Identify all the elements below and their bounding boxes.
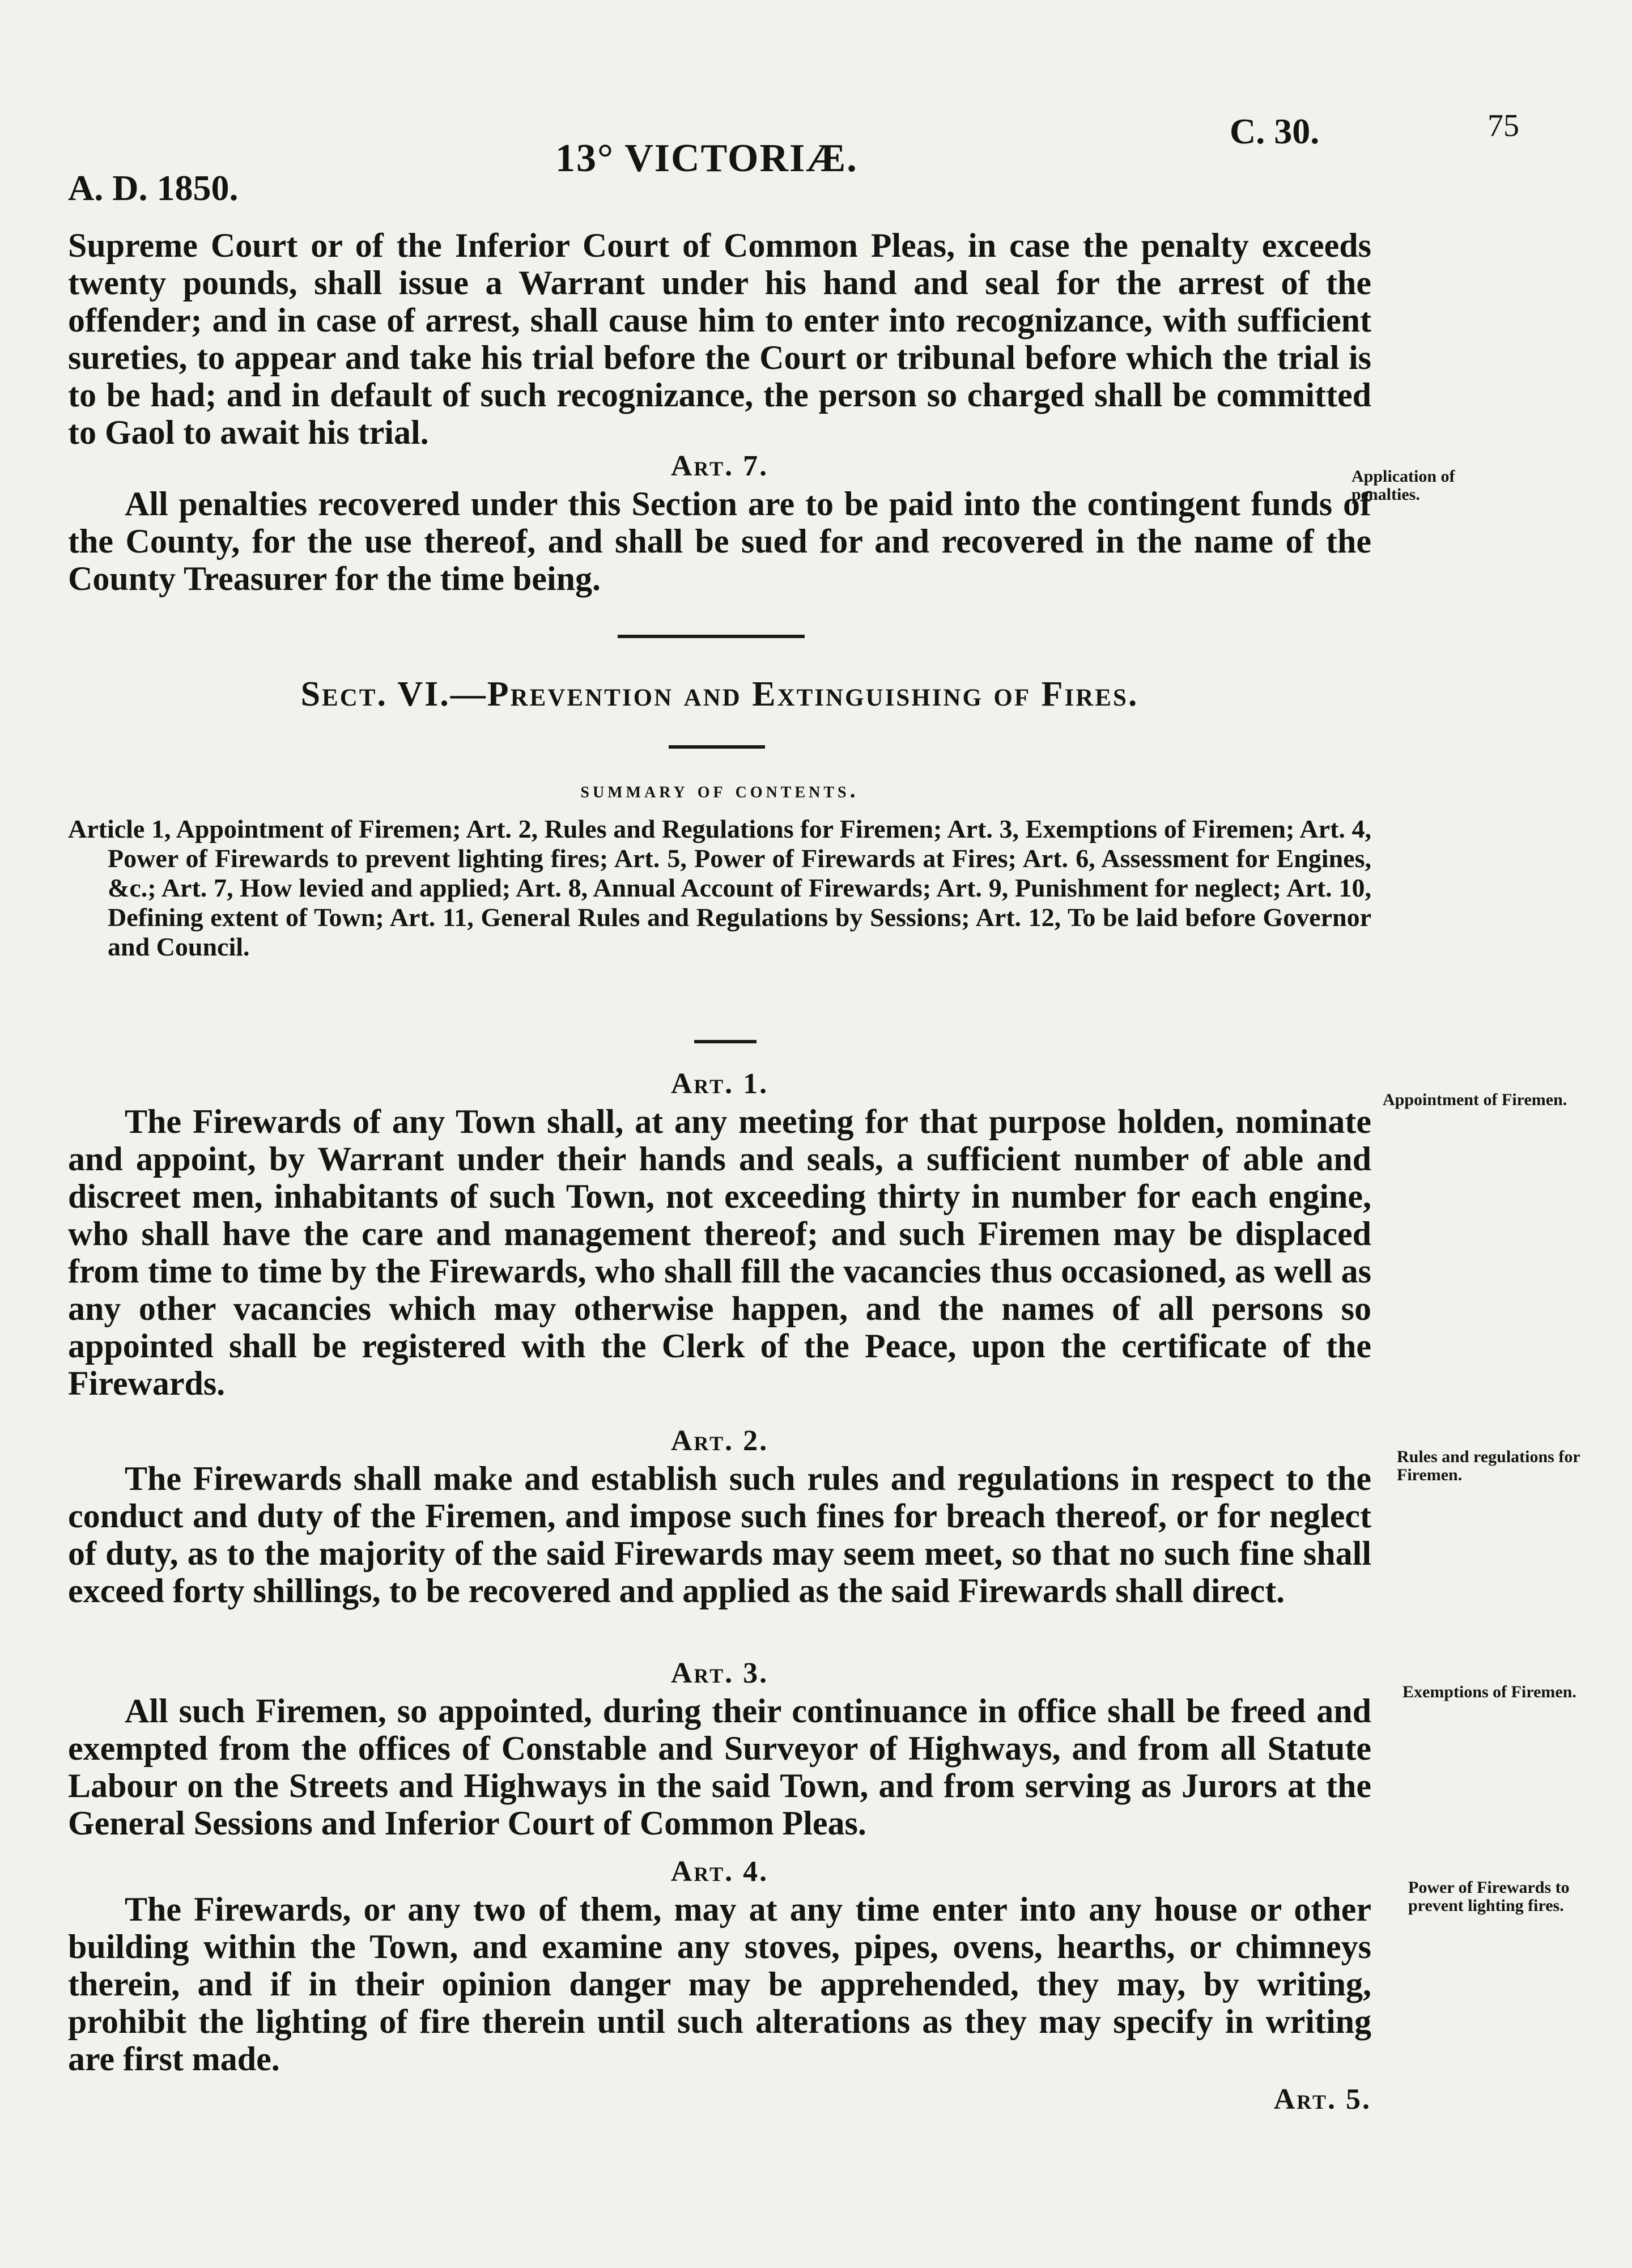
margin-note-art2: Rules and regulations for Firemen. bbox=[1397, 1447, 1580, 1484]
divider-rule bbox=[694, 1040, 756, 1043]
art7-block bbox=[68, 448, 1371, 597]
article-text: The Firewards shall make and establish such rules and regulations in respect to the conduct and duty of the Firemen, and impose such fines for breach thereof, or for neglect of duty, as to the majority of the said Firewards may seem meet, so that no such fine shall exceed forty shillings, to be recovered and applied as the said Firewards shall direct. bbox=[68, 1460, 1371, 1609]
art7-heading: Art. 7. bbox=[670, 450, 769, 482]
article-text: The Firewards of any Town shall, at any meeting for that purpose holden, nominate and appoint, by Warrant under their hands and seals, a sufficient number of able and discreet men, inhabitants of such Town, not exceeding thirty in number for each engine, who shall have the care and management thereof; and such Firemen may be displaced from time to time by the Firewards, who shall fill the vacancies thus occasioned, as well as any other vacancies which may otherwise happen, and the names of all persons so appointed shall be registered with the Clerk of the Peace, upon the certificate of the Firewards. bbox=[68, 1103, 1371, 1402]
article-1-block bbox=[68, 1065, 1371, 1402]
article-4-block bbox=[68, 1853, 1371, 2118]
article-3-block bbox=[68, 1655, 1371, 1842]
section-block bbox=[68, 674, 1371, 715]
summary-block bbox=[68, 776, 1371, 962]
article-2-block bbox=[68, 1422, 1371, 1609]
art7-text: All penalties recovered under this Section are to be paid into the contingent funds of the County, for the use thereof, and shall be sued for and recovered in the name of the County Treasurer for the time being. bbox=[68, 485, 1371, 597]
opening-paragraph: Supreme Court or of the Inferior Court of Common Pleas, in case the penalty exceeds twenty pounds, shall issue a Warrant under his hand and seal for the arrest of the offender; and in case of arrest, shall cause him to enter into recognizance, with sufficient sureties, to appear and take his trial before the Court or tribunal before which the trial is to be had; and in default of such recognizance, the person so charged shall be committed to Gaol to await his trial. bbox=[68, 227, 1371, 451]
catchword: Art. 5. bbox=[1273, 2083, 1371, 2116]
divider-rule bbox=[618, 635, 805, 638]
article-text: The Firewards, or any two of them, may at any time enter into any house or other building within the Town, and examine any stoves, pipes, ovens, hearths, or chimneys therein, and if in their opinion danger may be apprehended, they may, by writing, prohibit the lighting of fire therein until such alterations as they may specify in writing are first made. bbox=[68, 1891, 1371, 2078]
page-number: 75 bbox=[1488, 108, 1519, 143]
header-year: A. D. 1850. bbox=[68, 168, 239, 208]
header-chapter: C. 30. bbox=[1230, 111, 1320, 151]
summary-heading: summary of contents. bbox=[580, 777, 859, 802]
summary-text: Article 1, Appointment of Firemen; Art. 2, Rules and Regulations for Firemen; Art. 3, Exemptions of Firemen; Art. 4, Power of Firewards to prevent lighting fires; Art. 5, Power of Firewards at Fires; Art. 6, Assessment for Engines, &c.; Art. 7, How levied and applied; Art. 8, Annual Account of Firewards; Art. 9, Punishment for neglect; Art. 10, Defining extent of Town; Art. 11, General Rules and Regulations by Sessions; Art. 12, To be laid before Governor and Council. bbox=[68, 814, 1371, 961]
divider-rule bbox=[669, 745, 765, 749]
section-title: Sect. VI.—Prevention and Extinguishing of Fires. bbox=[300, 675, 1139, 713]
article-heading: Art. 4. bbox=[670, 1855, 769, 1888]
article-heading: Art. 1. bbox=[670, 1068, 769, 1100]
header-title: 13° VICTORIÆ. bbox=[555, 137, 858, 180]
margin-note-art3: Exemptions of Firemen. bbox=[1402, 1683, 1576, 1701]
opening-block bbox=[68, 227, 1371, 451]
article-heading: Art. 2. bbox=[670, 1425, 769, 1457]
margin-note-art4: Power of Firewards to prevent lighting fires. bbox=[1408, 1878, 1570, 1915]
margin-note-art1: Appointment of Firemen. bbox=[1383, 1090, 1567, 1109]
article-text: All such Firemen, so appointed, during their continuance in office shall be freed and exempted from the offices of Constable and Surveyor of Highways, and from all Statute Labour on the Streets and Highways in the said Town, and from serving as Jurors at the General Sessions and Inferior Court of Common Pleas. bbox=[68, 1692, 1371, 1842]
margin-note-art7: Application of penalties. bbox=[1352, 467, 1455, 504]
page-header bbox=[68, 108, 1570, 210]
article-heading: Art. 3. bbox=[670, 1657, 769, 1689]
